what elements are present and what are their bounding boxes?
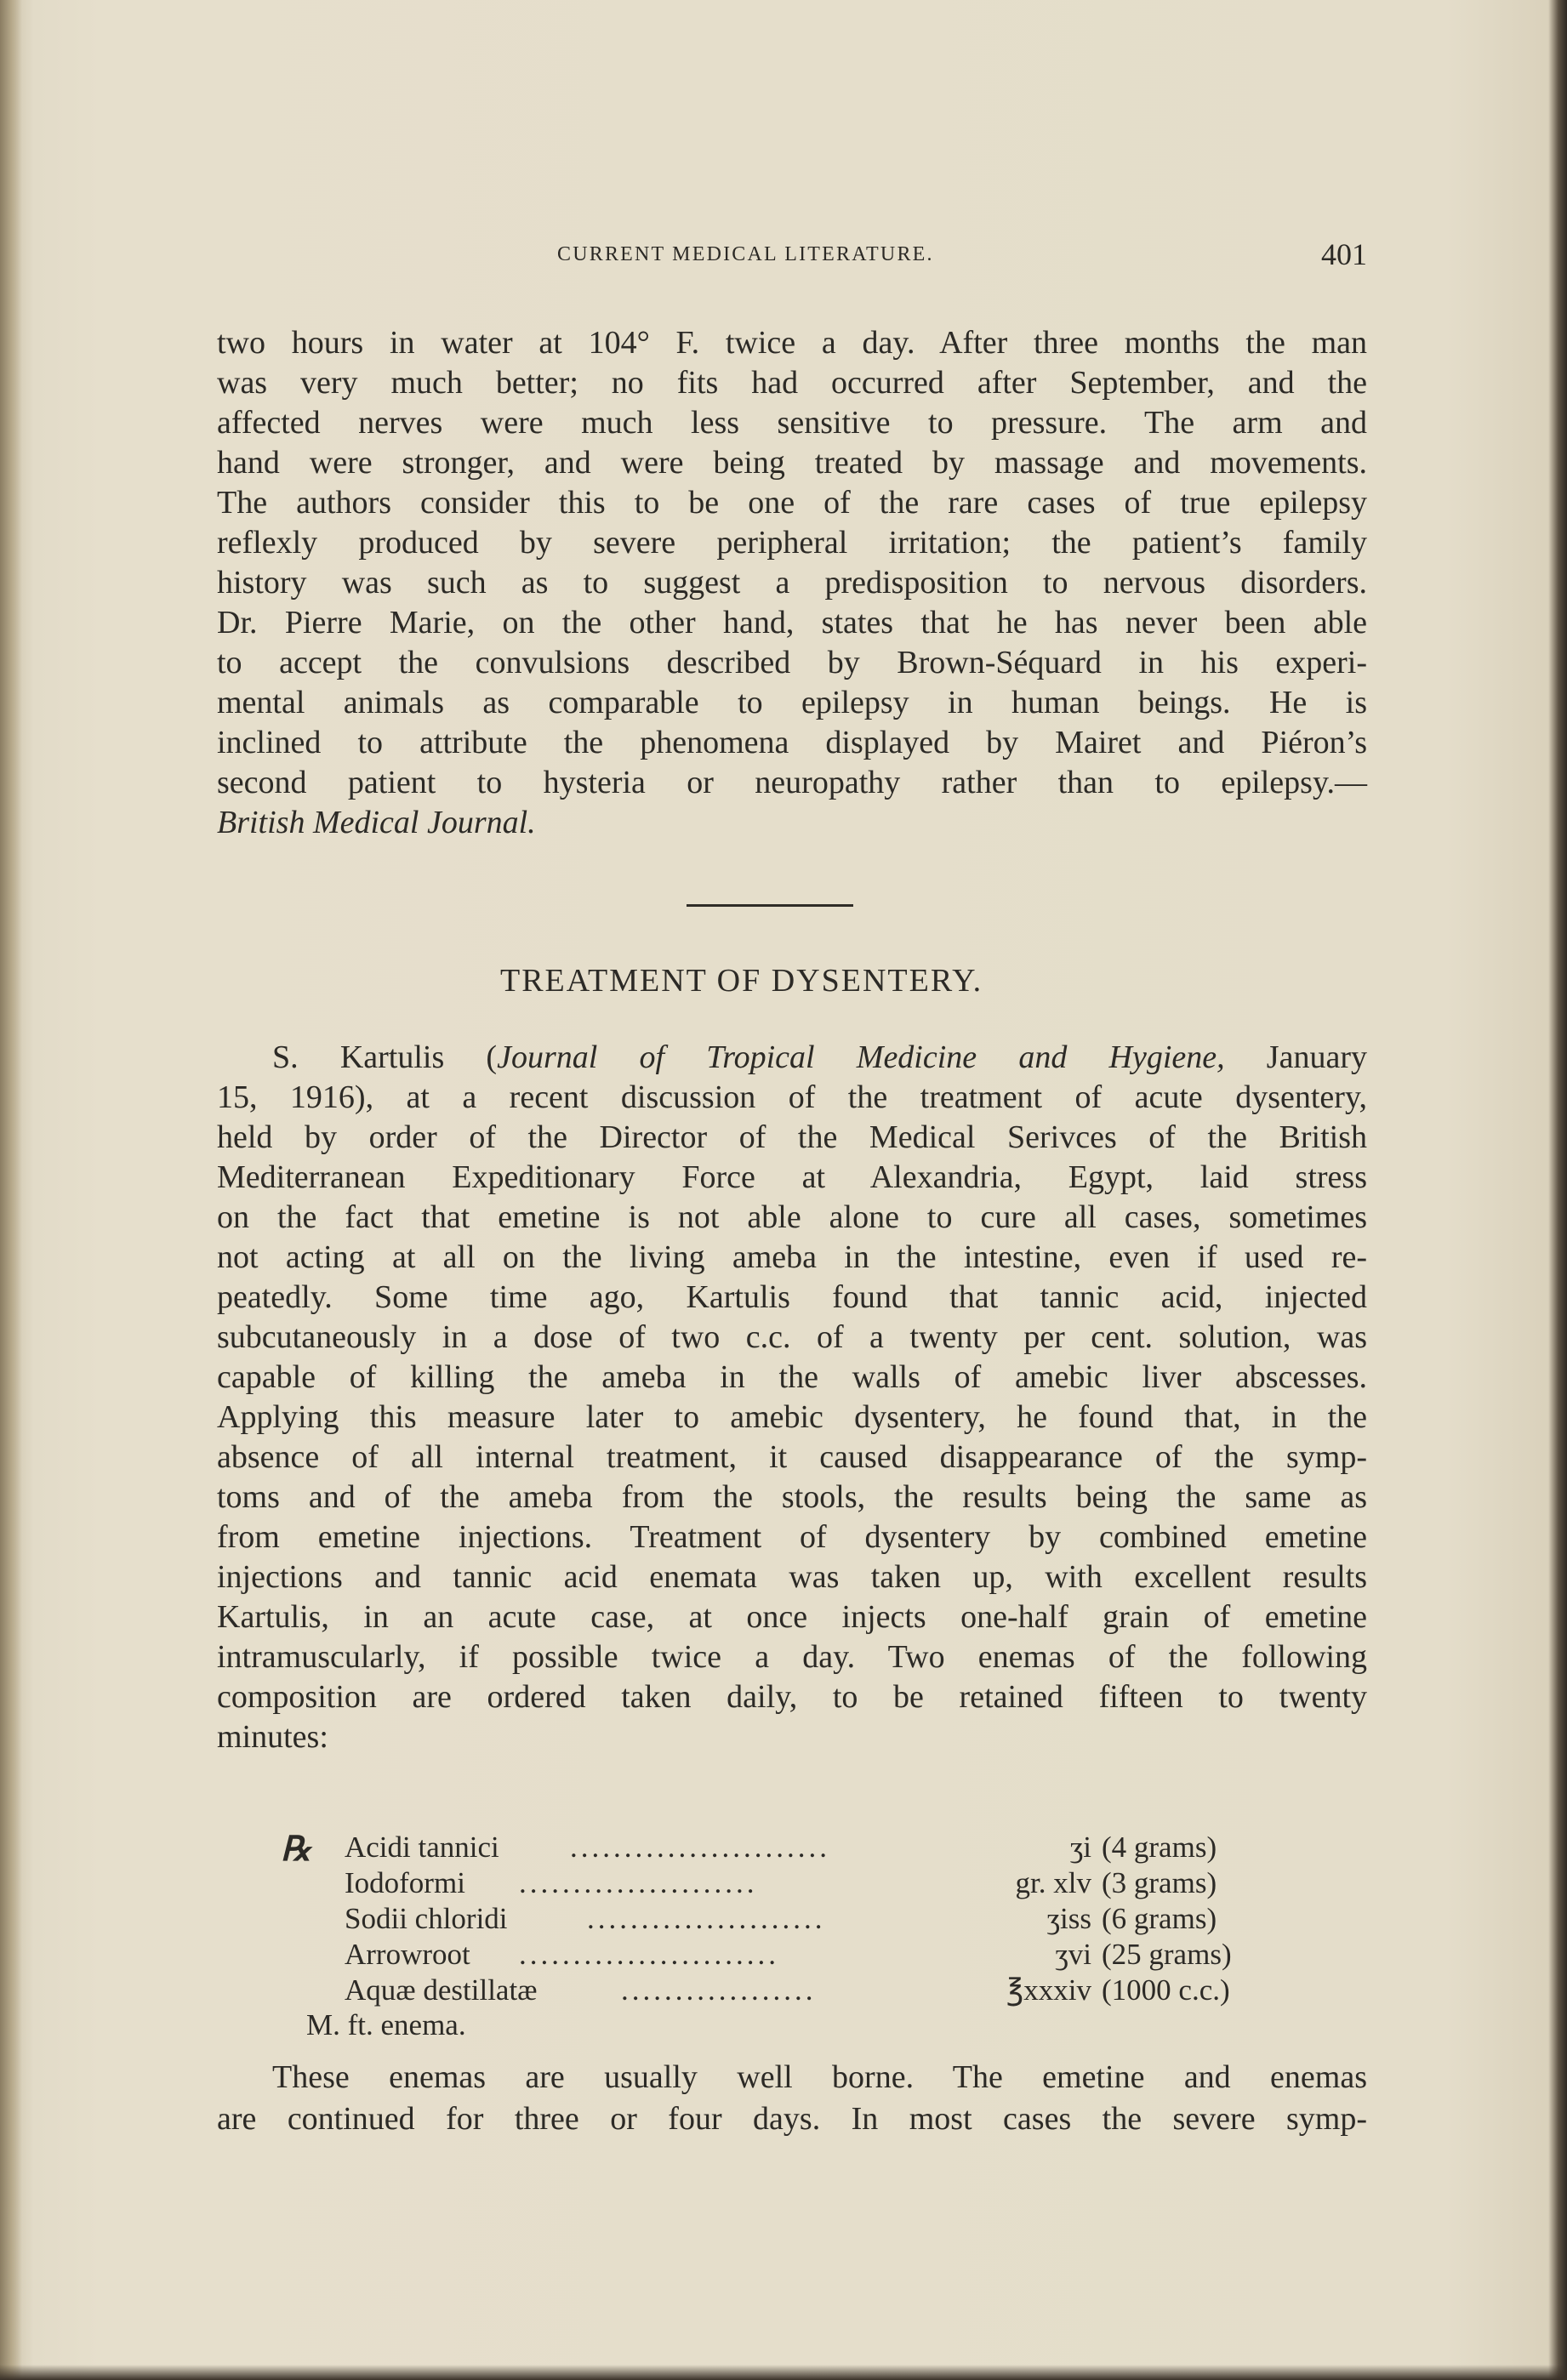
ingredient-metric: (6 grams) [1102,1902,1217,1935]
text-line: Applying this measure later to amebic dysentery, he found that, in the [217,1399,1367,1435]
author-name: S. Kartulis ( [272,1039,498,1075]
text-line: 15, 1916), at a recent discussion of the treatment of acute dysentery, [217,1079,1367,1115]
text-line: are continued for three or four days. In most cases the severe symp- [217,2101,1367,2137]
article-first-line [272,1037,1367,1078]
journal-title: Journal of Tropical Medicine and Hygiene, [497,1039,1225,1075]
text-line: intramuscularly, if possible twice a day. Two enemas of the following [217,1639,1367,1675]
ingredient-quantity: ʒiss [1046,1902,1091,1935]
prescription-symbol-icon: ℞ [281,1830,311,1868]
leader-dots: ........................ [570,1831,830,1864]
text-line: capable of killing the ameba in the walls of amebic liver abscesses. [217,1359,1367,1395]
text-line: on the fact that emetine is not able alone to cure all cases, sometimes [217,1199,1367,1235]
text-line: toms and of the ameba from the stools, the results being the same as [217,1479,1367,1515]
text-line: peatedly. Some time ago, Kartulis found that tannic acid, injected [217,1279,1367,1315]
ingredient-quantity: gr. xlv [1015,1866,1091,1899]
citation-date: January [1224,1039,1367,1075]
ingredient-quantity: ʒvi [1055,1938,1091,1971]
binding-gutter [0,0,22,2380]
running-head: CURRENT MEDICAL LITERATURE. [557,243,934,265]
text-line: affected nerves were much less sensitive to pressure. The arm and [217,405,1367,441]
page-right-edge-shadow [1548,0,1567,2380]
leader-dots: ...................... [587,1902,826,1935]
ingredient-metric: (4 grams) [1102,1831,1217,1864]
text-line: subcutaneously in a dose of two c.c. of a twenty per cent. solution, was [217,1319,1367,1355]
ingredient-name: Arrowroot [345,1938,470,1971]
prescription-item [345,1829,1217,1866]
text-line: Dr. Pierre Marie, on the other hand, states that he has never been able [217,605,1367,641]
ingredient-metric: (25 grams) [1102,1938,1232,1971]
ingredient-name: Sodii chloridi [345,1902,508,1935]
text-line: second patient to hysteria or neuropathy rather than to epilepsy.— [217,765,1367,800]
text-line: reflexly produced by severe peripheral irritation; the patient’s family [217,525,1367,561]
section-title: TREATMENT OF DYSENTERY. [500,963,983,999]
prescription-item [345,1972,1230,2009]
text-line: Kartulis, in an acute case, at once injects one-half grain of emetine [217,1599,1367,1635]
text-line: hand were stronger, and were being treated by massage and movements. [217,445,1367,481]
text-line: Mediterranean Expeditionary Force at Alexandria, Egypt, laid stress [217,1159,1367,1195]
ingredient-metric: (3 grams) [1102,1866,1217,1899]
text-line: two hours in water at 104° F. twice a day. After three months the man [217,325,1367,361]
text-line: history was such as to suggest a predisposition to nervous disorders. [217,565,1367,601]
text-line: The authors consider this to be one of the rare cases of true epilepsy [217,485,1367,521]
leader-dots: ........................ [519,1938,779,1971]
text-line: from emetine injections. Treatment of dysentery by combined emetine [217,1519,1367,1555]
text-line: injections and tannic acid enemata was taken up, with excellent results [217,1559,1367,1595]
leader-dots: ...................... [519,1866,758,1899]
prescription-item [345,1865,1217,1902]
source-citation: British Medical Journal. [217,805,536,840]
prescription-footer: M. ft. enema. [306,2008,466,2041]
page-number: 401 [1321,237,1367,271]
prescription-item [345,1900,1217,1938]
text-line: not acting at all on the living ameba in the intestine, even if used re- [217,1239,1367,1275]
text-line: to accept the convulsions described by Brown-Séquard in his experi- [217,645,1367,680]
ingredient-name: Acidi tannici [345,1831,499,1864]
text-line: mental animals as comparable to epilepsy in human beings. He is [217,685,1367,720]
text-line: absence of all internal treatment, it caused disappearance of the symp- [217,1439,1367,1475]
ingredient-quantity: ℥xxxiv [1006,1973,1091,2007]
ingredient-quantity: ʒi [1069,1831,1091,1864]
page-bottom-edge-shadow [0,2365,1567,2380]
text-line: was very much better; no fits had occurred after September, and the [217,365,1367,401]
text-line: minutes: [217,1719,328,1755]
ingredient-metric: (1000 c.c.) [1102,1973,1230,2007]
prescription-item [345,1936,1232,1973]
text-line: held by order of the Director of the Medical Serivces of the British [217,1119,1367,1155]
text-line: These enemas are usually well borne. The emetine and enemas [272,2059,1367,2095]
text-line: inclined to attribute the phenomena displayed by Mairet and Piéron’s [217,725,1367,760]
ingredient-name: Aquæ destillatæ [345,1973,538,2007]
leader-dots: .................. [621,1973,817,2007]
text-line: composition are ordered taken daily, to be retained fifteen to twenty [217,1679,1367,1715]
ingredient-name: Iodoformi [345,1866,465,1899]
section-divider [687,904,853,907]
